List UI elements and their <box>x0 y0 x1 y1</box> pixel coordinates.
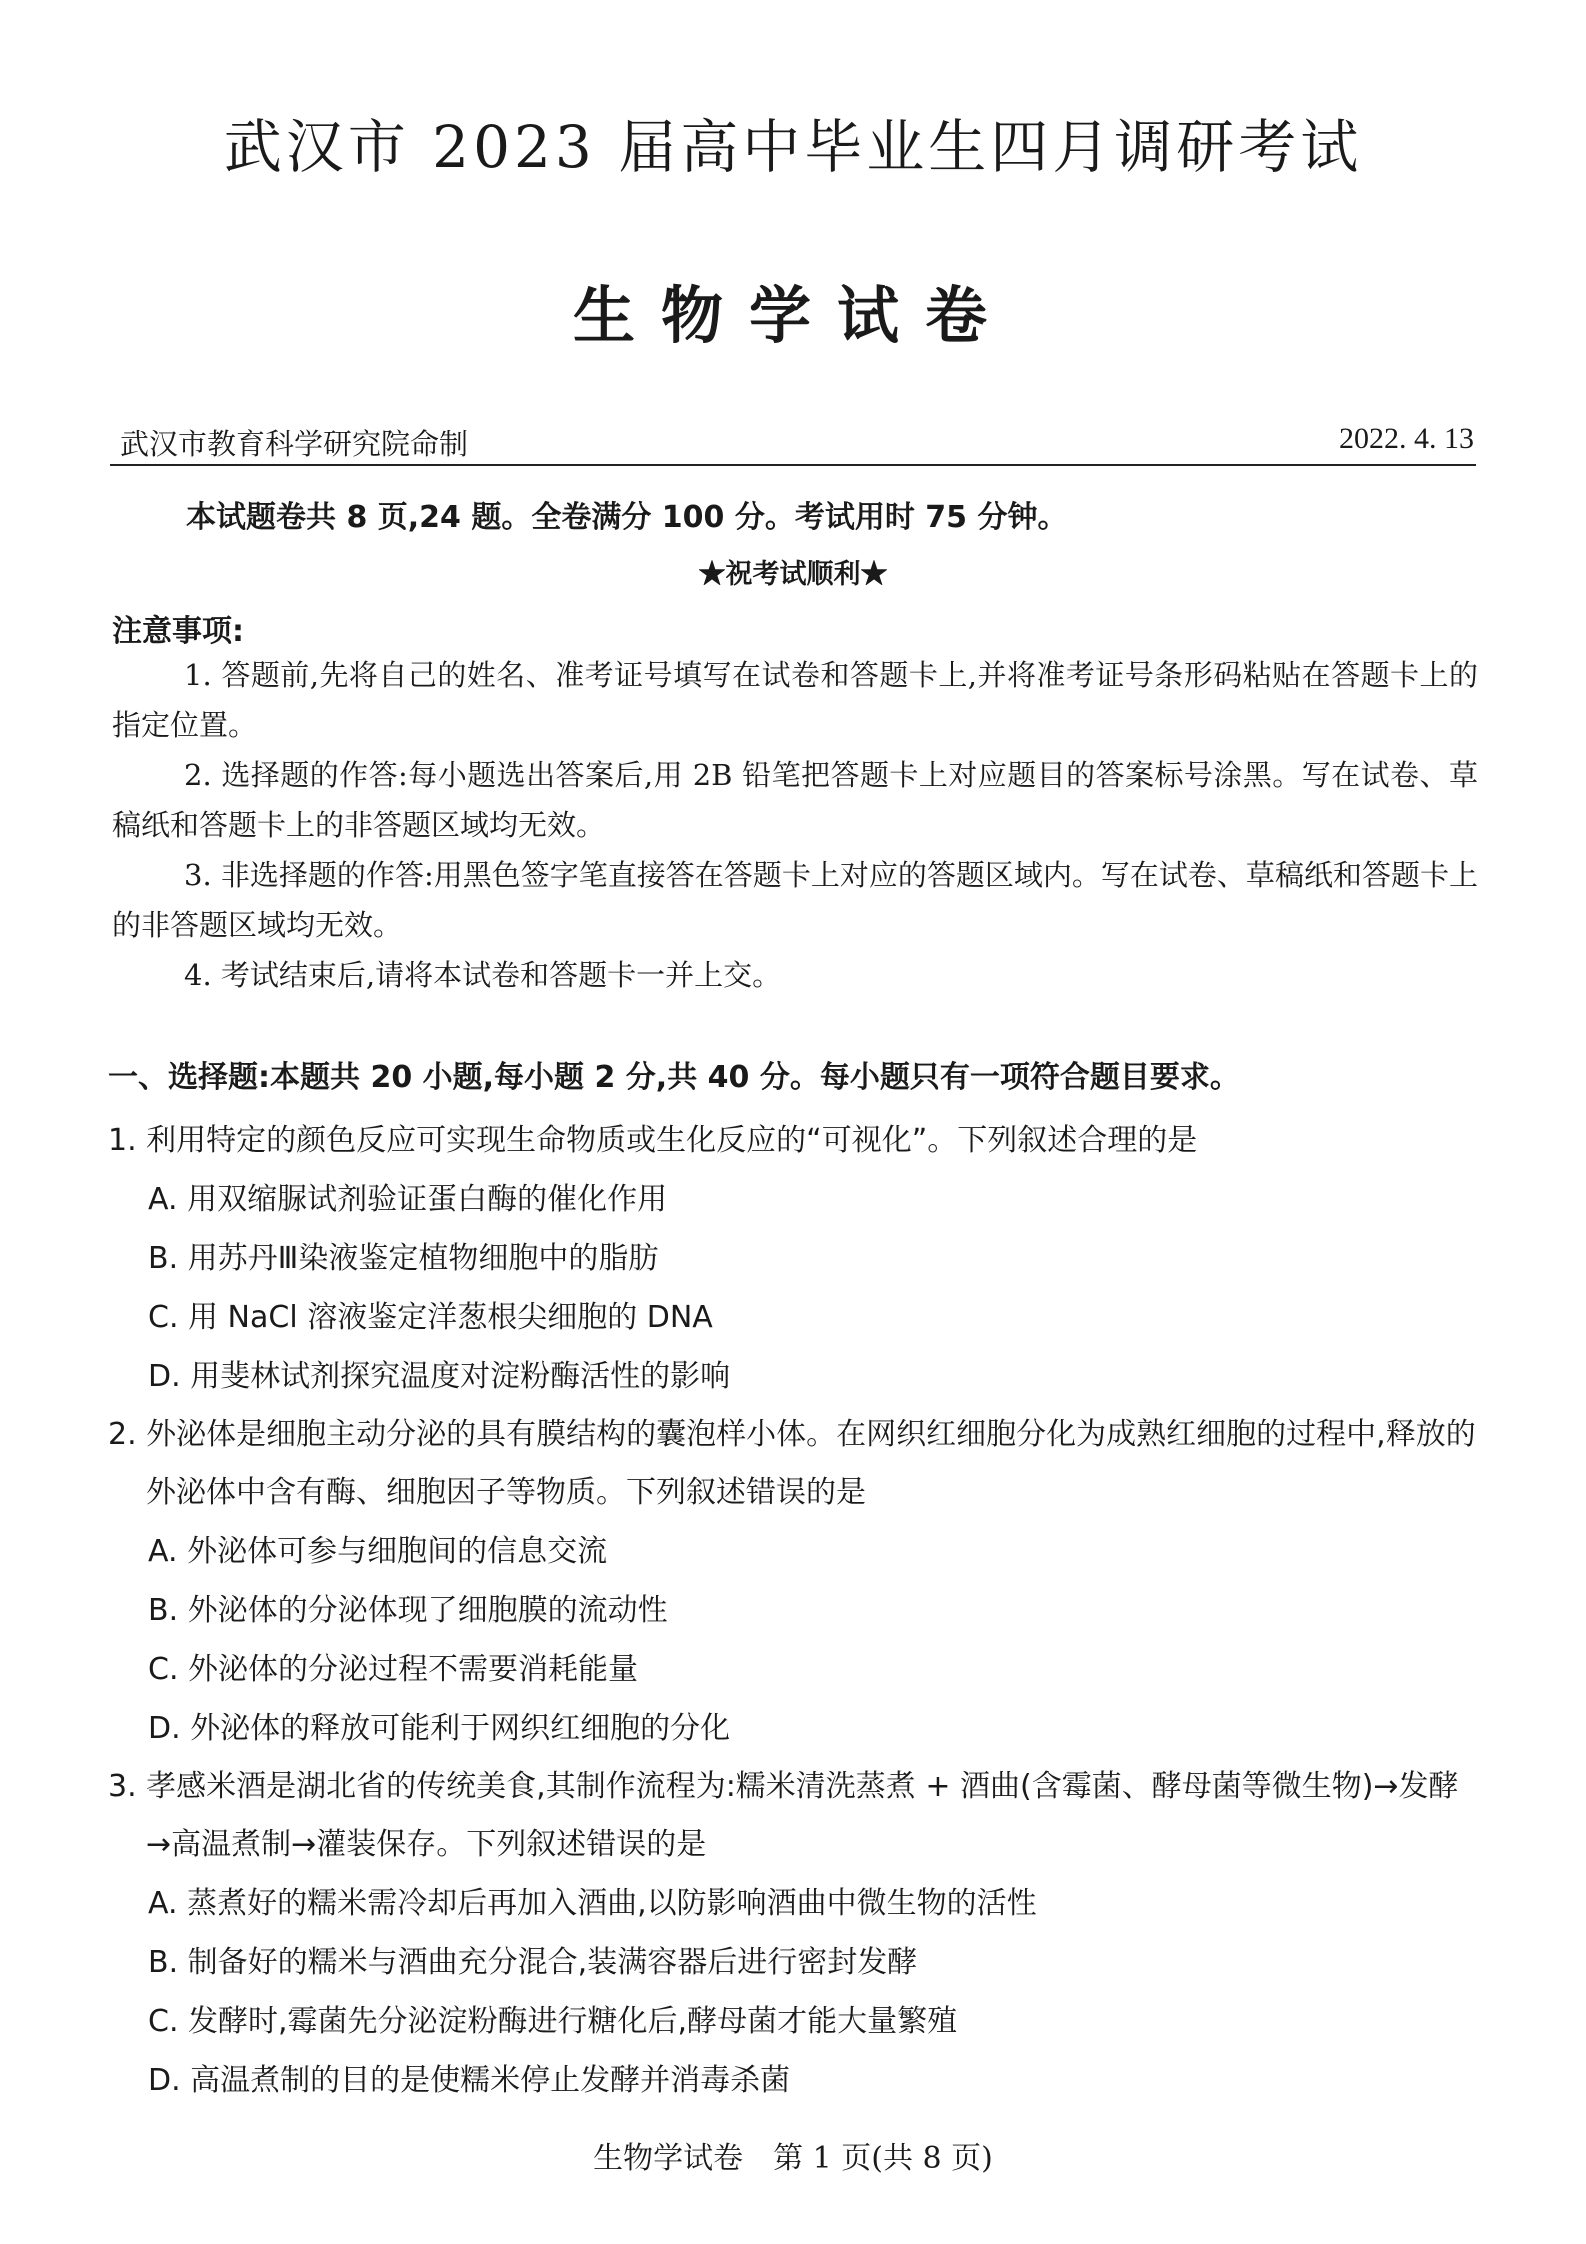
notice-item: 2. 选择题的作答:每小题选出答案后,用 2B 铅笔把答题卡上对应题目的答案标号涂黑。写在试卷、草稿纸和答题卡上的非答题区域均无效。 <box>112 758 1478 842</box>
page-footer: 生物学试卷 第 1 页(共 8 页) <box>593 2141 993 2176</box>
issuer: 武汉市教育科学研究院命制 <box>120 427 469 461</box>
question-stem: 2. 外泌体是细胞主动分泌的具有膜结构的囊泡样小体。在网织红细胞分化为成熟红细胞的过程中,释放的外泌体中含有酶、细胞因子等物质。下列叙述错误的是 <box>108 1417 1476 1510</box>
notice-list <box>112 650 1478 1000</box>
question <box>108 1758 1478 2110</box>
question <box>108 1406 1478 1758</box>
exam-title: 武汉市 2023 届高中毕业生四月调研考试 <box>223 113 1363 181</box>
exam-info: 本试题卷共 8 页,24 题。全卷满分 100 分。考试用时 75 分钟。 <box>186 500 1068 535</box>
question <box>108 1112 1478 1406</box>
option-b: B. 用苏丹Ⅲ染液鉴定植物细胞中的脂肪 <box>148 1241 659 1276</box>
option-a: A. 蒸煮好的糯米需冷却后再加入酒曲,以防影响酒曲中微生物的活性 <box>148 1886 1037 1921</box>
notice-item: 1. 答题前,先将自己的姓名、准考证号填写在试卷和答题卡上,并将准考证号条形码粘贴在答题卡上的指定位置。 <box>112 658 1478 742</box>
header-divider <box>110 464 1476 466</box>
question-stem: 3. 孝感米酒是湖北省的传统美食,其制作流程为:糯米清洗蒸煮 + 酒曲(含霉菌、酵母菌等微生物)→发酵→高温煮制→灌装保存。下列叙述错误的是 <box>108 1769 1459 1862</box>
option-d: D. 用斐林试剂探究温度对淀粉酶活性的影响 <box>148 1359 731 1394</box>
question-stem: 1. 利用特定的颜色反应可实现生命物质或生化反应的“可视化”。下列叙述合理的是 <box>108 1123 1198 1158</box>
notice-item: 3. 非选择题的作答:用黑色签字笔直接答在答题卡上对应的答题区域内。写在试卷、草稿纸和答题卡上的非答题区域均无效。 <box>112 858 1478 942</box>
option-b: B. 制备好的糯米与酒曲充分混合,装满容器后进行密封发酵 <box>148 1945 918 1980</box>
exam-date: 2022. 4. 13 <box>1339 422 1474 455</box>
option-a: A. 用双缩脲试剂验证蛋白酶的催化作用 <box>148 1182 668 1217</box>
section-title: 一、选择题:本题共 20 小题,每小题 2 分,共 40 分。每小题只有一项符合题目要求。 <box>108 1060 1240 1095</box>
notice-item: 4. 考试结束后,请将本试卷和答题卡一并上交。 <box>184 958 782 992</box>
question-list <box>108 1112 1478 2110</box>
option-a: A. 外泌体可参与细胞间的信息交流 <box>148 1534 608 1569</box>
good-luck-line: ★祝考试顺利★ <box>698 559 888 590</box>
option-c: C. 发酵时,霉菌先分泌淀粉酶进行糖化后,酵母菌才能大量繁殖 <box>148 2004 958 2039</box>
option-c: C. 用 NaCl 溶液鉴定洋葱根尖细胞的 DNA <box>148 1300 713 1335</box>
option-d: D. 高温煮制的目的是使糯米停止发酵并消毒杀菌 <box>148 2063 791 2098</box>
option-d: D. 外泌体的释放可能利于网织红细胞的分化 <box>148 1711 731 1746</box>
exam-subtitle: 生物学试卷 <box>572 279 1013 352</box>
option-b: B. 外泌体的分泌体现了细胞膜的流动性 <box>148 1593 668 1628</box>
notice-title: 注意事项: <box>112 614 244 649</box>
option-c: C. 外泌体的分泌过程不需要消耗能量 <box>148 1652 639 1687</box>
